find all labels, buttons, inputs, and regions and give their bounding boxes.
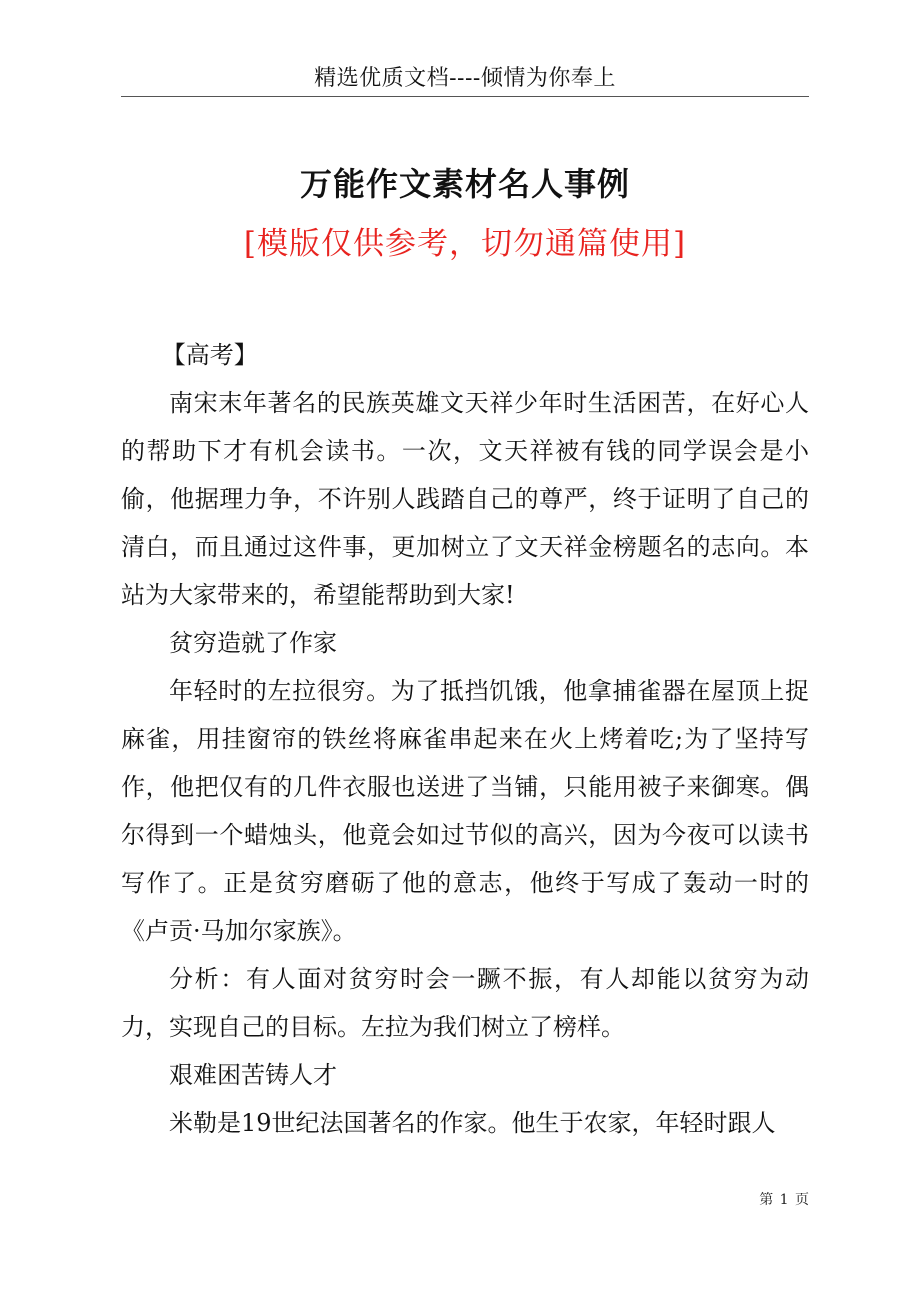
subheading-poverty: 贫穷造就了作家 [169,629,337,657]
paragraph-analysis: 分析：有人面对贫穷时会一蹶不振，有人却能以贫穷为动力，实现自己的目标。左拉为我们树立了榜样。 [121,965,809,1041]
section-tag: 【高考】 [161,341,258,369]
paragraph-wen-tianxiang: 南宋末年著名的民族英雄文天祥少年时生活困苦，在好心人的帮助下才有机会读书。一次，文天祥被有钱的同学误会是小偷，他据理力争，不许别人践踏自己的尊严，终于证明了自己的清白，而且通过这件事，更加树立了文天祥金榜题名的志向。本站为大家带来的，希望能帮助到大家! [121,389,809,609]
page-number: 第 1 页 [759,1192,810,1208]
paragraph-millet: 米勒是19世纪法国著名的作家。他生于农家，年轻时跟人 [169,1109,776,1137]
header-divider [121,96,809,97]
document-subtitle: [模版仅供参考，切勿通篇使用] [243,226,687,262]
page-header: 精选优质文档----倾情为你奉上 [314,66,616,91]
document-body [121,331,809,1147]
paragraph-zola: 年轻时的左拉很穷。为了抵挡饥饿，他拿捕雀器在屋顶上捉麻雀，用挂窗帘的铁丝将麻雀串起来在火上烤着吃;为了坚持写作，他把仅有的几件衣服也送进了当铺，只能用被子来御寒。偶尔得到一个蜡烛头，他竟会如过节似的高兴，因为今夜可以读书写作了。正是贫穷磨砺了他的意志，他终于写成了轰动一时的《卢贡·马加尔家族》。 [121,677,809,945]
document-title: 万能作文素材名人事例 [299,165,630,203]
subheading-hardship: 艰难困苦铸人才 [169,1061,337,1089]
